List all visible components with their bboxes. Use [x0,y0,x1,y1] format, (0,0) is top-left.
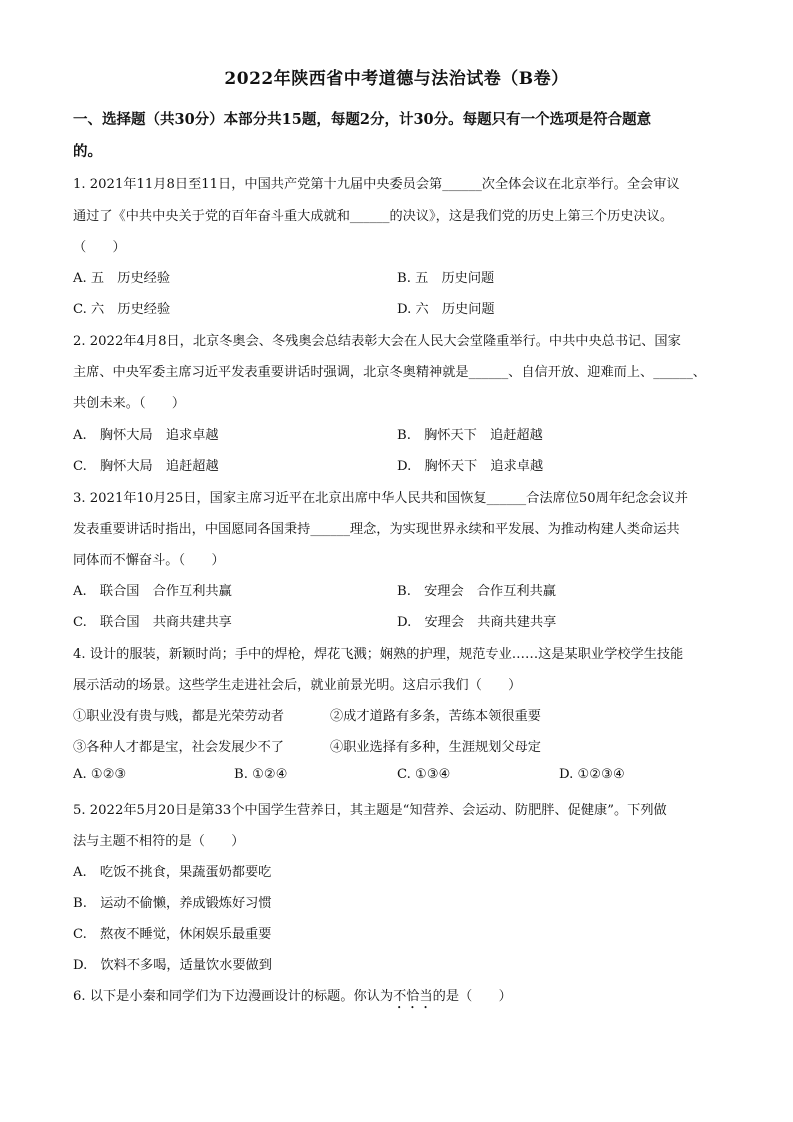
section-heading-line1: 一、选择题（共30分）本部分共15题，每题2分，计30分。每题只有一个选项是符合题意 [73,111,652,128]
q2-stem-line1: 2. 2022年4月8日，北京冬奥会、冬残奥会总结表彰大会在人民大会堂隆重举行。中共中央总书记、国家 [73,334,681,349]
q4-option-a[interactable]: A. ①②③ [73,767,127,782]
q3-stem-line2: 发表重要讲话时指出，中国愿同各国秉持______理念，为实现世界永续和平发展、为推动构建人类命运共 [73,522,680,537]
q4-option-d[interactable]: D. ①②③④ [559,767,625,782]
q1-answer-bracket: （ ） [73,240,126,255]
q1-option-a[interactable]: A. 五 历史经验 [73,271,171,286]
q4-stem-line1: 4. 设计的服装，新颖时尚；手中的焊枪，焊花飞溅；娴熟的护理，规范专业……这是某职业学校学生技能 [73,647,684,662]
q6-stem-before: 6. 以下是小秦和同学们为下边漫画设计的标题。你认为 [73,989,394,1004]
q3-option-b[interactable]: B. 安理会 合作互利共赢 [397,584,556,599]
q3-option-a[interactable]: A. 联合国 合作互利共赢 [73,584,232,599]
q5-stem-line2: 法与主题不相符的是（ ） [73,834,245,849]
q3-option-d[interactable]: D. 安理会 共商共建共享 [397,615,557,630]
q6-stem-emphasis: 不恰当 [393,989,433,1004]
q3-stem-line3: 同体而不懈奋斗。（ ） [73,553,225,568]
q2-option-c[interactable]: C. 胸怀大局 追赶超越 [73,459,219,474]
q1-stem-line1: 1. 2021年11月8日至11日，中国共产党第十九届中央委员会第______次全体会议在北京举行。全会审议 [73,177,680,192]
q6-stem-after: 的是（ ） [432,989,512,1004]
q4-option-b[interactable]: B. ①②④ [234,767,288,782]
q4-statement-3: ③各种人才都是宝，社会发展少不了 [73,740,284,755]
q2-stem-line2: 主席、中央军委主席习近平发表重要讲话时强调，北京冬奥精神就是______、自信开放、迎难而上、______、 [73,365,706,380]
q5-option-d[interactable]: D. 饮料不多喝，适量饮水要做到 [73,958,272,973]
q3-stem-line1: 3. 2021年10月25日，国家主席习近平在北京出席中华人民共和国恢复______合法席位50周年纪念会议并 [73,491,688,506]
page-title: 2022年陕西省中考道德与法治试卷（B卷） [224,69,569,89]
q4-stem-line2: 展示活动的场景。这些学生走进社会后，就业前景光明。这启示我们（ ） [73,678,522,693]
q2-stem-line3: 共创未来。（ ） [73,396,186,411]
q5-option-a[interactable]: A. 吃饭不挑食，果蔬蛋奶都要吃 [73,865,272,880]
q4-option-c[interactable]: C. ①③④ [397,767,451,782]
q3-option-c[interactable]: C. 联合国 共商共建共享 [73,615,232,630]
q5-option-b[interactable]: B. 运动不偷懒，养成锻炼好习惯 [73,896,272,911]
q5-stem-line1: 5. 2022年5月20日是第33个中国学生营养日，其主题是“知营养、会运动、防肥胖、促健康”。下列做 [73,803,667,818]
q2-option-a[interactable]: A. 胸怀大局 追求卓越 [73,428,219,443]
q5-option-c[interactable]: C. 熬夜不睡觉，休闲娱乐最重要 [73,927,272,942]
q4-statement-1: ①职业没有贵与贱，都是光荣劳动者 [73,709,284,724]
q1-option-c[interactable]: C. 六 历史经验 [73,302,171,317]
q2-option-b[interactable]: B. 胸怀天下 追赶超越 [397,428,543,443]
q2-option-d[interactable]: D. 胸怀天下 追求卓越 [397,459,544,474]
q4-statement-2: ②成才道路有多条，苦练本领很重要 [330,709,541,724]
q1-stem-line2: 通过了《中共中央关于党的百年奋斗重大成就和______的决议》，这是我们党的历史上第三个历史决议。 [73,209,674,224]
q1-option-d[interactable]: D. 六 历史问题 [397,302,495,317]
q6-stem [73,985,723,1012]
q4-statement-4: ④职业选择有多种，生涯规划父母定 [330,740,541,755]
section-heading-line2: 的。 [73,143,102,160]
q1-option-b[interactable]: B. 五 历史问题 [397,271,495,286]
